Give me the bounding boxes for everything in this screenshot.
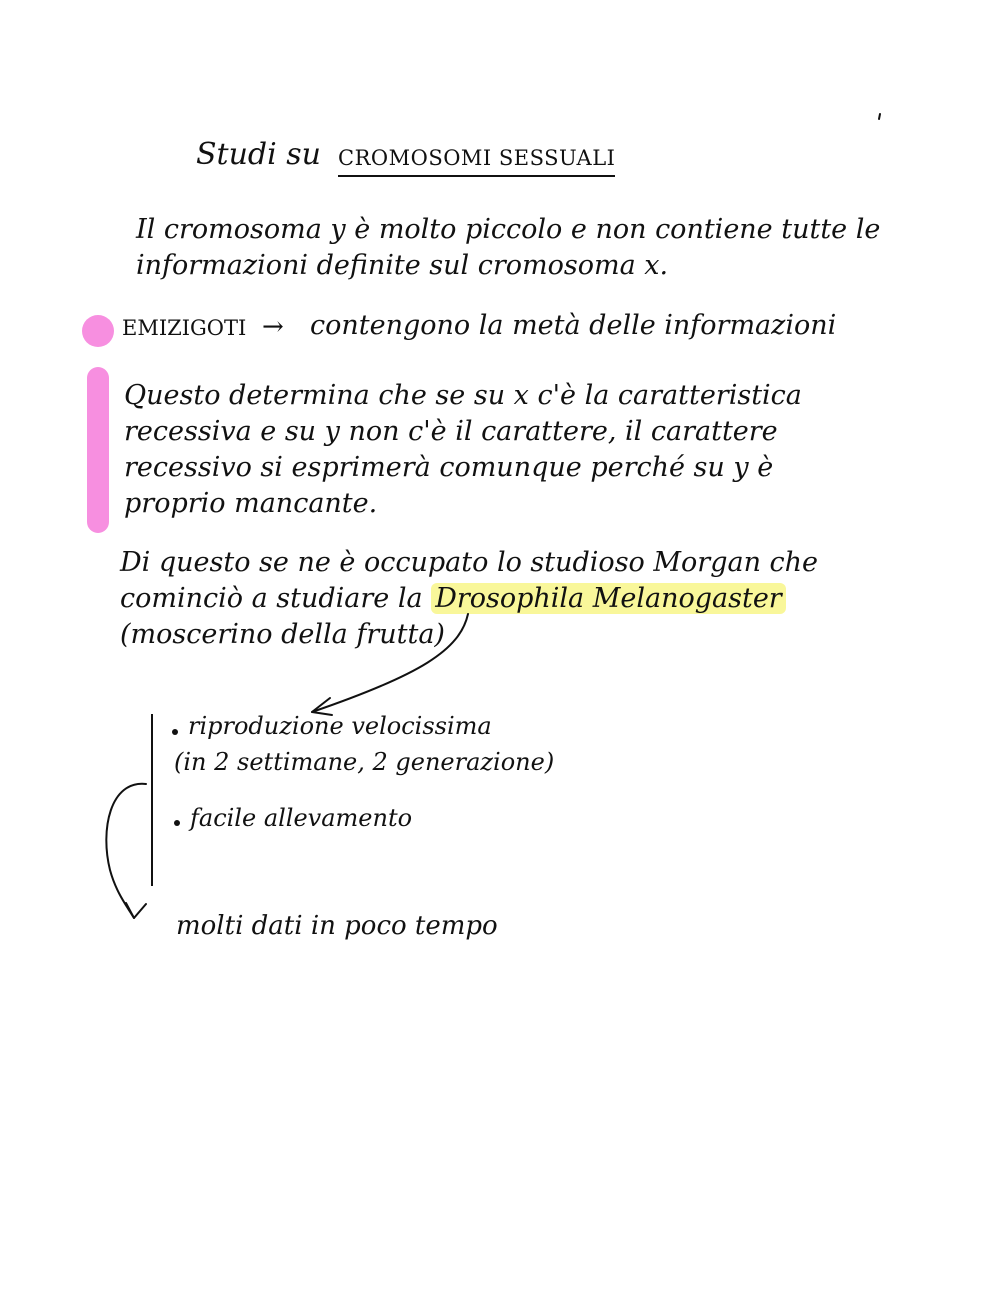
morgan-line: (moscerino della frutta) xyxy=(120,619,445,650)
explanation-line: recessiva e su y non c'è il carattere, il carattere xyxy=(124,416,778,447)
intro-line: Il cromosoma y è molto piccolo e non contiene tutte le xyxy=(136,214,881,245)
list-item-detail: (in 2 settimane, 2 generazione) xyxy=(174,748,555,776)
emizigoti-term: EMIZIGOTI xyxy=(122,316,247,340)
emizigoti-definition: contengono la metà delle informazioni xyxy=(310,310,837,341)
morgan-line: Di questo se ne è occupato lo studioso Morgan che xyxy=(120,547,819,578)
conclusion-text: molti dati in poco tempo xyxy=(176,911,498,941)
explanation-line: proprio mancante. xyxy=(124,488,378,519)
explanation-line: recessivo si esprimerà comunque perché su y è xyxy=(124,452,774,483)
right-arrow-icon: → xyxy=(262,312,284,342)
curved-arrow-icon xyxy=(106,784,146,918)
title-prefix: Studi su xyxy=(196,137,321,172)
stray-mark-icon xyxy=(879,114,880,119)
morgan-line-text: cominciò a studiare la xyxy=(120,583,423,614)
page-title: CROMOSOMI SESSUALI xyxy=(338,148,615,177)
list-item: facile allevamento xyxy=(190,804,413,832)
list-item: riproduzione velocissima xyxy=(188,712,492,740)
explanation-line: Questo determina che se su x c'è la caratteristica xyxy=(124,380,802,411)
arrowhead-icon xyxy=(126,903,146,918)
curved-arrow-icon xyxy=(312,614,468,712)
highlighted-species: Drosophila Melanogaster xyxy=(431,583,786,614)
intro-line: informazioni definite sul cromosoma x. xyxy=(136,250,669,281)
